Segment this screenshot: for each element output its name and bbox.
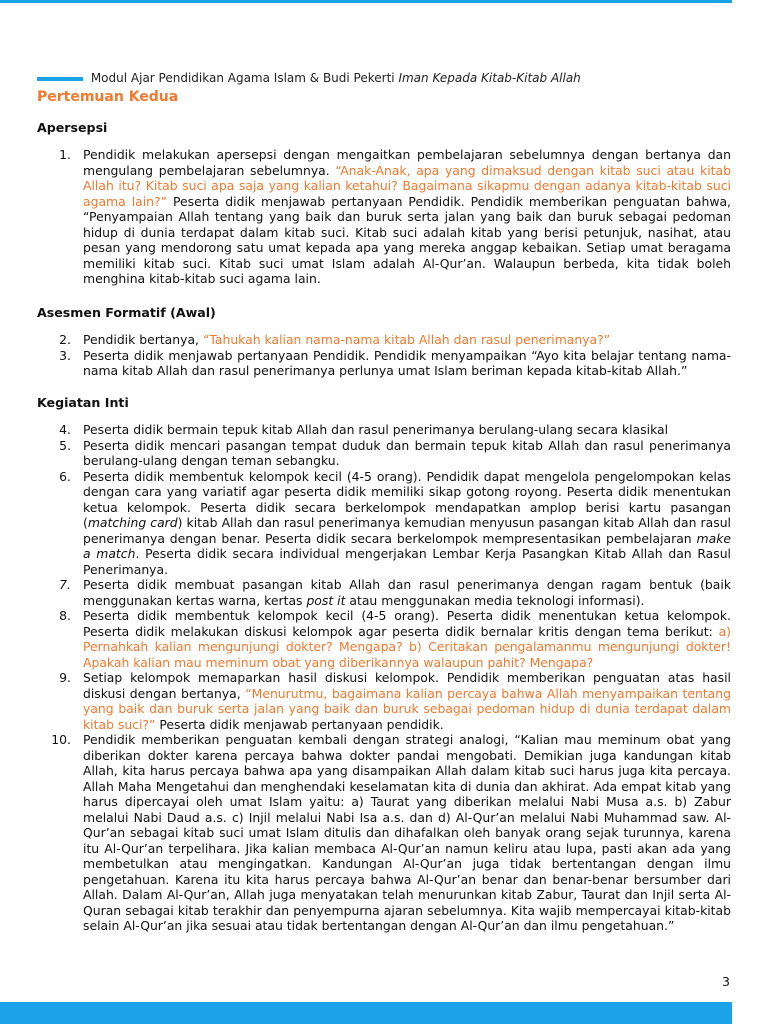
list-apersepsi [37,147,731,287]
header-module: Modul Ajar Pendidikan Agama Islam & Budi Pekerti [90,71,395,85]
list-item-9 [37,670,731,732]
item-number: 3. [59,347,71,363]
item-number: 7. [59,577,71,592]
item-text: . Peserta didik secara individual mengerjakan Lembar Kerja Pasangkan Kitab Allah dan Rasul Penerimanya. [83,546,732,577]
list-item-1 [37,147,731,287]
item-text: Pendidik memberikan penguatan kembali dengan strategi analogi, “Kalian mau meminum obat yang diberikan dokter karena percaya bahwa dokter pandai mengobati. Demikian juga kandungan kitab Allah, kita harus percaya bahwa apa yang disampaikan Allah dalam kitab suci harus juga kita percaya. Allah Maha Mengetahui dan menghendaki keselamatan kita di dunia dan akhirat. Ada empat kitab yang harus dipercayai oleh umat Islam yaitu: a) Taurat yang diberikan melalui Nabi Musa a.s. b) Zabur melalui Nabi Daud a.s. c) Injil melalui Nabi Isa a.s. dan d) Al-Qur’an melalui Nabi Muhammad saw. Al-Qur’an sebagai kitab suci umat Islam ditulis dan dihafalkan oleh banyak orang sejak turunnya, karena itu Al-Qur’an terpelihara. Jika kalian membaca Al-Qur’an namun keliru atau lupa, pasti akan ada yang membetulkan atau mengingatkan. Kandungan Al-Qur’an juga tidak bertentangan dengan ilmu pengetahuan. Karena itu kita harus percaya bahwa Al-Qur’an benar dan benar-benar bersumber dari Allah. Dalam Al-Qur’an, Allah juga menyatakan telah menurunkan kitab Zabur, Taurat dan Injil serta Al-Quran sebagai kitab terakhir dan penyempurna ajaran sebelumnya. Kita wajib mempercayai kitab-kitab selain Al-Qur’an jika sesuai atau tidak bertentangan dengan Al-Qur’an dan ilmu pengetahuan.” [83,732,731,933]
list-asesmen [37,332,731,379]
header-topic: Iman Kepada Kitab-Kitab Allah [398,71,581,85]
item-text: Peserta didik membentuk kelompok kecil (4-5 orang). Pendidik dapat mengelola pengelompokan kelas dengan cara yang variatif agar peserta didik memiliki sikap gotong royong. Peserta didik menentukan ketua kelompok. Peserta didik secara berkelompok mendapatkan amplop berisi kartu pasangan ( [83,468,731,530]
section-asesmen: Asesmen Formatif (Awal) [37,305,216,320]
list-item-10 [37,732,731,934]
list-item-3 [37,348,731,379]
item-number: 4. [59,422,71,437]
item-text: ) kitab Allah dan rasul penerimanya kemudian menyusun pasangan kitab Allah dan rasul penerimanya dengan benar. Peserta didik secara berkelompok mempresentasikan pembelajaran [83,515,731,546]
item-term: make a match [83,530,731,561]
item-number: 6. [59,468,71,484]
item-term: matching card [87,515,178,530]
header-accent-mark [37,77,83,81]
item-text: Peserta didik menjawab pertanyaan pendidik. [155,716,444,732]
item-number: 8. [59,608,71,623]
item-question: a) Pernahkah kalian mengunjungi dokter? Mengapa? b) Ceritakan pengalamanmu mengunjungi dokter! Apakah kalian mau meminum obat yang diberikannya walaupun pahit? Mengapa? [83,623,731,670]
item-number: 5. [59,437,71,453]
running-header [37,71,581,86]
list-item-5 [37,438,731,469]
page-number: 3 [722,974,731,989]
top-accent-bar [0,0,732,3]
list-item-4 [37,422,731,438]
item-text: Peserta didik membentuk kelompok kecil (4-5 orang). Peserta didik menentukan ketua kelompok. Peserta didik melakukan diskusi kelompok agar peserta didik bernalar kritis dengan tema berikut: [83,608,731,639]
item-number: 2. [59,332,71,347]
list-item-7 [37,577,731,608]
item-text: Peserta didik menjawab pertanyaan Pendidik. Pendidik menyampaikan “Ayo kita belajar tentang nama-nama kitab Allah dan rasul penerimanya perlunya umat Islam beriman kepada kitab-kitab Allah.” [83,347,731,378]
item-text: Peserta didik membuat pasangan kitab Allah dan rasul penerimanya dengan ragam bentuk (baik menggunakan kertas warna, kertas [83,577,731,608]
bottom-accent-bar [0,1002,732,1024]
item-term: post it [306,592,346,608]
item-question: “Anak-Anak, apa yang dimaksud dengan kitab suci atau kitab Allah itu? Kitab suci apa saja yang kalian ketahui? Bagaimana sikapmu dengan adanya kitab-kitab suci agama lain?” [83,162,731,209]
item-question: “Menurutmu, bagaimana kalian percaya bahwa Allah menyampaikan tentang yang baik dan buruk serta jalan yang baik dan buruk sebagai pedoman hidup di dunia terdapat dalam kitab suci?” [83,685,731,732]
list-item-8 [37,608,731,670]
item-text: Setiap kelompok memaparkan hasil diskusi kelompok. Pendidik memberikan penguatan atas hasil diskusi dengan bertanya, [83,670,731,701]
item-text: Pendidik bertanya, [83,332,203,347]
list-item-2 [37,332,731,348]
item-text: Peserta didik mencari pasangan tempat duduk dan bermain tepuk kitab Allah dan rasul penerimanya berulang-ulang dengan teman sebangku. [83,437,731,468]
meeting-title: Pertemuan Kedua [37,89,179,105]
item-text: Pendidik melakukan apersepsi dengan mengaitkan pembelajaran sebelumnya dengan bertanya dan mengulang pembelajaran sebelumnya. [83,147,731,178]
item-text: Peserta didik menjawab pertanyaan Pendidik. Pendidik memberikan penguatan bahwa, “Penyampaian Allah tentang yang baik dan buruk serta jalan yang baik dan buruk sebagai pedoman hidup di dunia terdapat dalam kitab suci. Kitab suci adalah kitab yang berisi petunjuk, nasihat, atau pesan yang mendorong satu umat kepada apa yang mereka anggap kebaikan. Setiap umat beragama memiliki kitab suci. Kitab suci umat Islam adalah Al-Qur’an. Walaupun berbeda, kita tidak boleh menghina kitab-kitab suci agama lain. [83,193,732,286]
item-number: 9. [59,670,71,685]
item-question: “Tahukah kalian nama-nama kitab Allah dan rasul penerimanya?” [202,332,611,347]
item-number: 10. [51,732,71,747]
item-number: 1. [59,147,71,162]
item-text: Peserta didik bermain tepuk kitab Allah dan rasul penerimanya berulang-ulang secara klasikal [83,422,669,437]
item-text: atau menggunakan media teknologi informasi). [345,592,645,608]
list-kegiatan [37,422,731,934]
list-item-6 [37,469,731,578]
section-apersepsi: Apersepsi [37,120,108,135]
section-kegiatan: Kegiatan Inti [37,395,129,410]
